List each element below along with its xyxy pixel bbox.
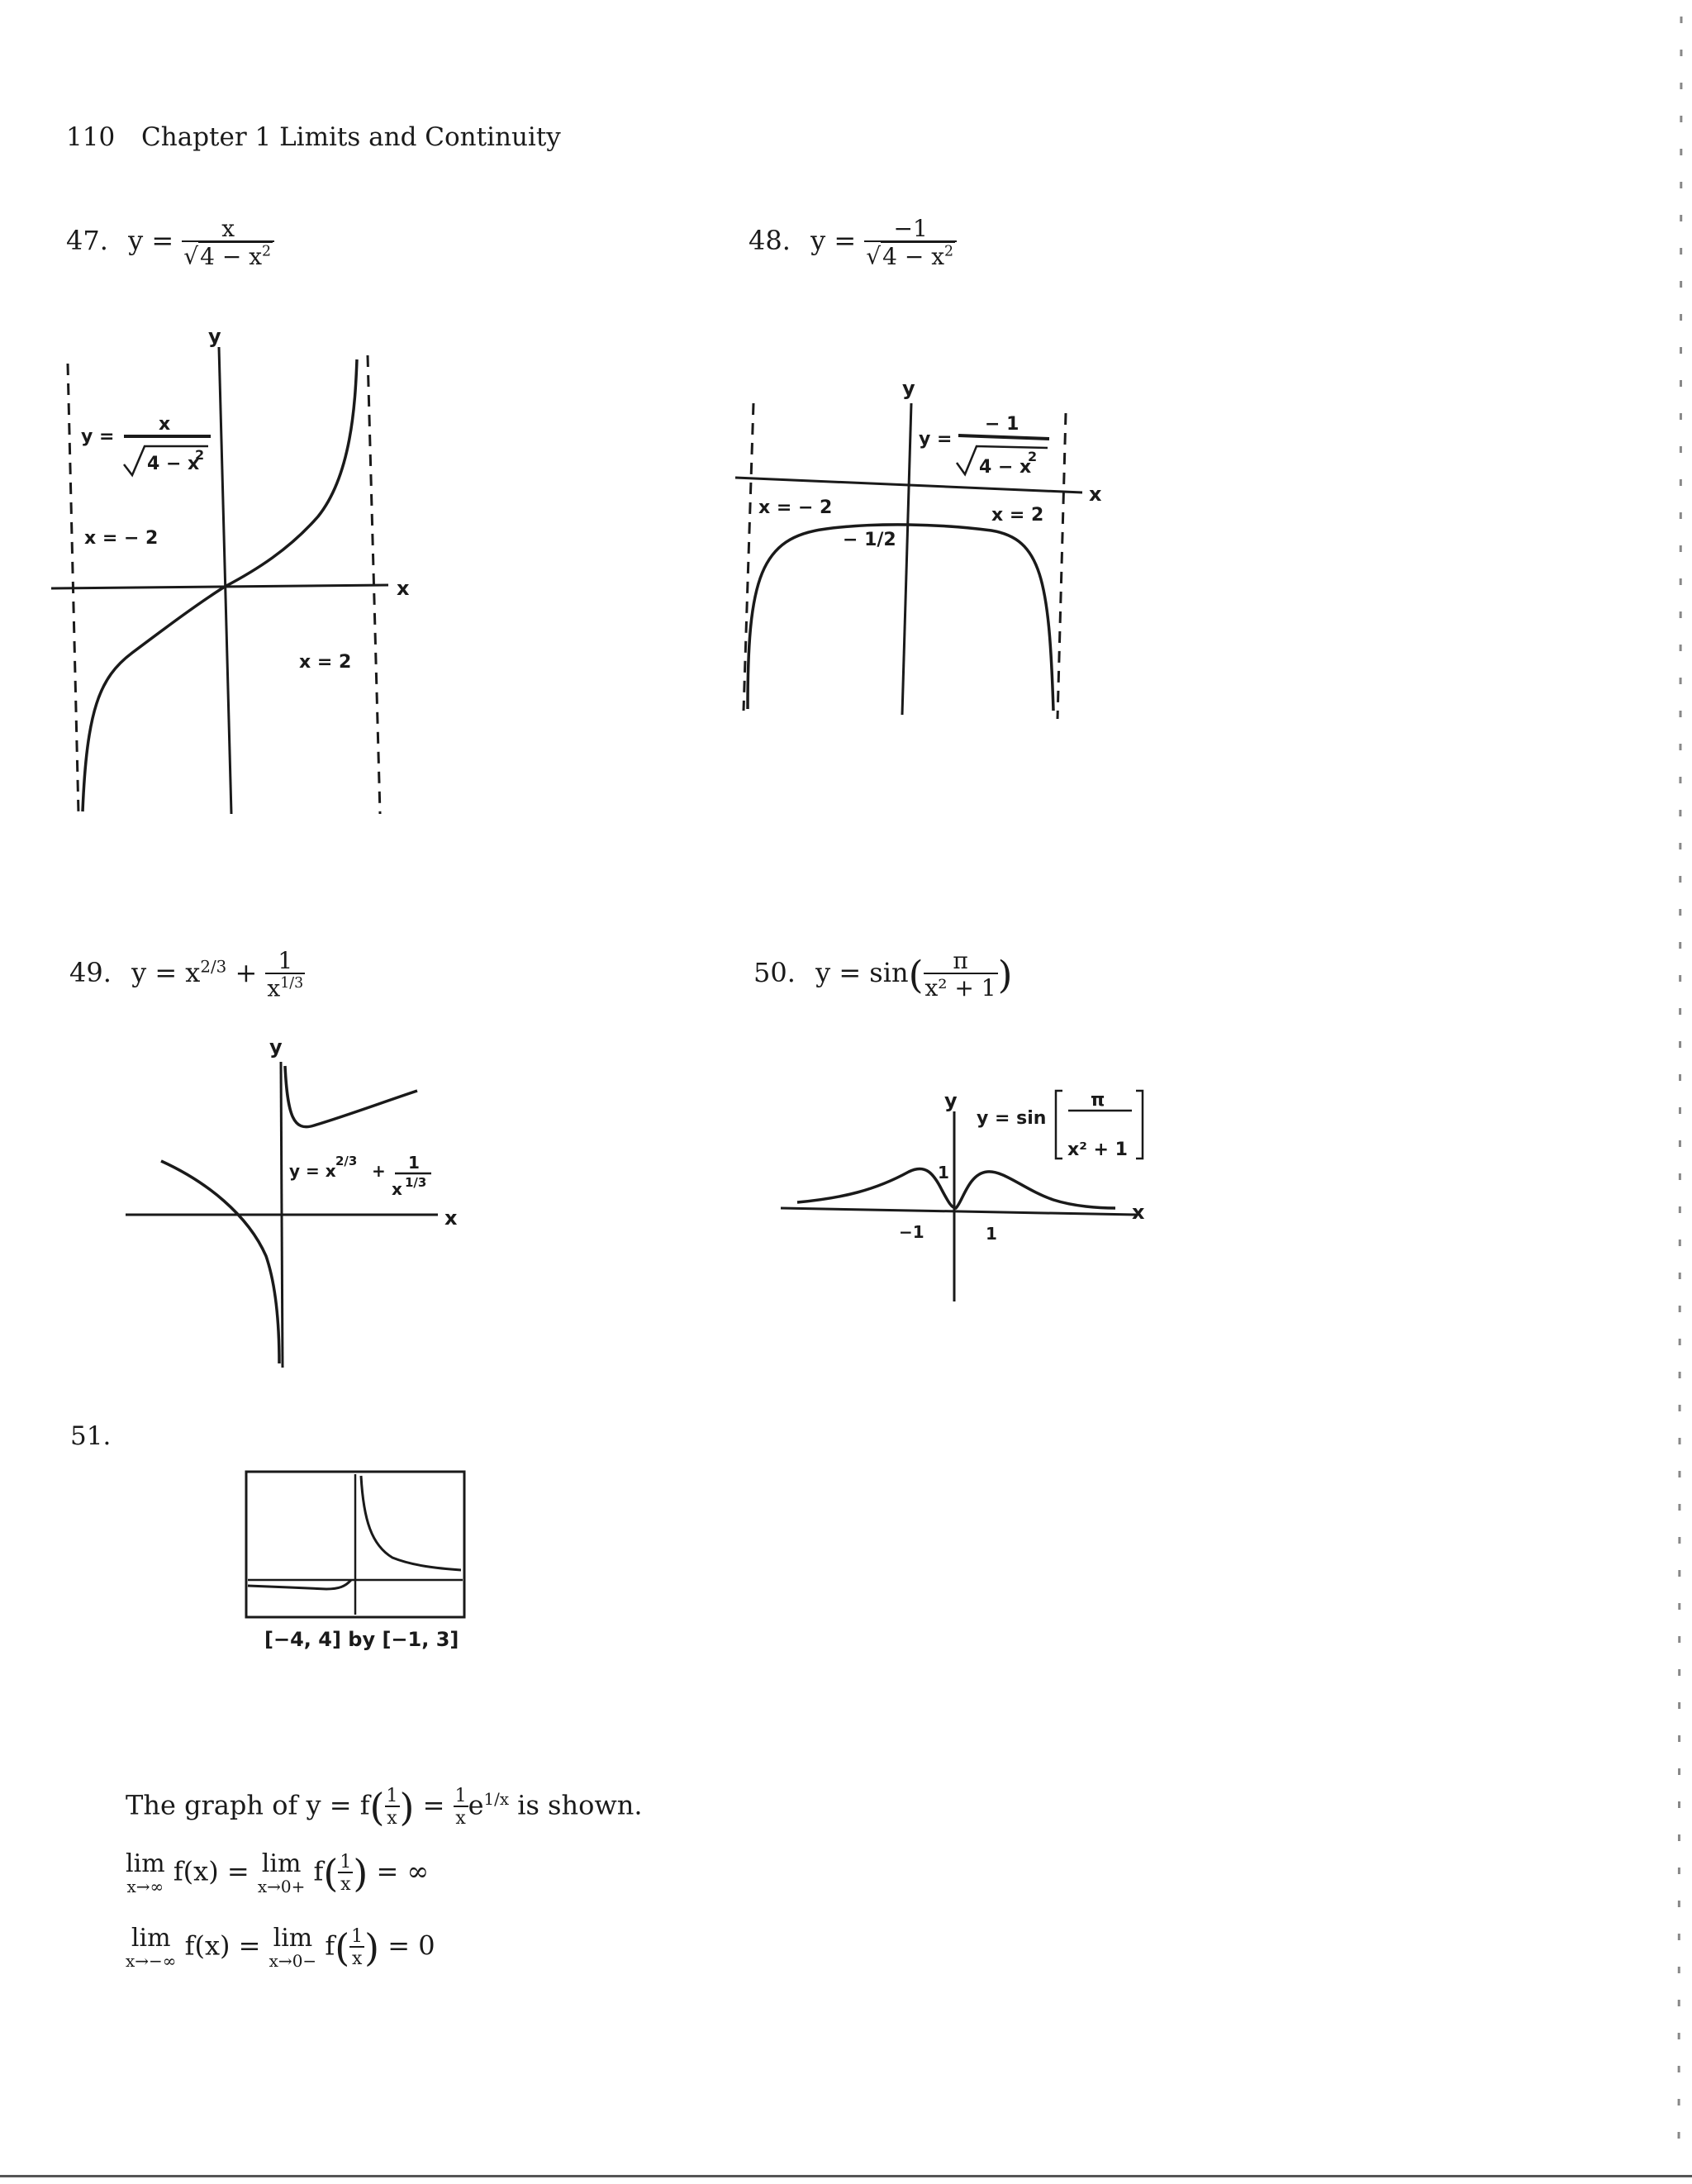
p49-numerator: 1 bbox=[278, 947, 293, 974]
p49-exp: 2/3 bbox=[200, 957, 227, 977]
p51-line1-frac-b-den: x bbox=[454, 1806, 468, 1828]
g48-right-asym-label: x = 2 bbox=[991, 505, 1044, 526]
g47-eq-num: x bbox=[159, 414, 171, 435]
p47-numerator: x bbox=[221, 215, 235, 242]
p47-denominator: $√4 - x^2$ bbox=[182, 240, 274, 269]
p51-line1-paren-close: ) bbox=[399, 1785, 415, 1830]
g49-y-label: y bbox=[269, 1035, 283, 1059]
g48-eq-den: 4 − x bbox=[979, 457, 1032, 478]
p49-lhs: y = x bbox=[131, 957, 201, 989]
g50-eq: y = sin bbox=[977, 1108, 1047, 1129]
p51-line1-exp: 1/x bbox=[483, 1789, 510, 1809]
p51-line3-lim1-word: lim bbox=[131, 1924, 171, 1953]
p51-line2-end: = ∞ bbox=[376, 1855, 430, 1887]
g49-x-label: x bbox=[444, 1206, 458, 1230]
g50-x-label: x bbox=[1132, 1201, 1145, 1224]
p50-paren-right: ) bbox=[997, 952, 1013, 997]
g49-eq: y = x bbox=[289, 1161, 336, 1181]
p51-line3-lim1-sub: x→−∞ bbox=[126, 1951, 177, 1971]
g50-eq-den: x² + 1 bbox=[1067, 1140, 1128, 1160]
g47-eq-den-exp: 2 bbox=[195, 447, 205, 463]
g51-window-caption: [−4, 4] by [−1, 3] bbox=[264, 1628, 459, 1651]
p51-line3-mid: f(x) = bbox=[184, 1929, 261, 1962]
p49-den-exp: 1/3 bbox=[280, 975, 304, 992]
g47-left-asym-label: x = − 2 bbox=[84, 528, 159, 549]
p47-lhs: y = bbox=[128, 225, 174, 257]
g50-y-label: y bbox=[944, 1089, 958, 1112]
g48-left-asym-label: x = − 2 bbox=[758, 497, 833, 518]
problem-47-label: 47. bbox=[66, 225, 108, 257]
p49-den-x: x bbox=[267, 974, 281, 1002]
g49-eq-exp: 2/3 bbox=[335, 1154, 358, 1168]
g47-right-asym-label: x = 2 bbox=[299, 652, 352, 673]
problem-50-label: 50. bbox=[753, 956, 796, 988]
p50-paren-left: ( bbox=[908, 952, 924, 997]
p51-line2-frac-num: 1 bbox=[340, 1851, 352, 1872]
p51-line3-end: = 0 bbox=[387, 1929, 435, 1962]
g50-tick-neg1: −1 bbox=[899, 1222, 924, 1242]
p48-denominator: $√4 - x^2$ bbox=[864, 240, 957, 269]
g49-eq-den-exp: 1/3 bbox=[405, 1175, 427, 1190]
p51-line2-paren-close: ) bbox=[353, 1851, 368, 1896]
p51-line2-paren-open: ( bbox=[323, 1851, 339, 1896]
chapter-title: Chapter 1 Limits and Continuity bbox=[141, 122, 561, 152]
p51-line-2: lim x→∞ f(x) = lim x→0+ f( $\frac{1}{x}$ ) = ∞ bbox=[126, 1849, 430, 1896]
g49-eq-den: x bbox=[392, 1179, 402, 1199]
page-bottom-edge bbox=[0, 2175, 1692, 2177]
p51-line1-frac-a-den: x bbox=[385, 1806, 400, 1828]
g50-tick-pos1: 1 bbox=[986, 1224, 997, 1244]
p51-line1-frac-b-num: 1 bbox=[454, 1785, 467, 1806]
p51-line2-lim1-word: lim bbox=[126, 1849, 165, 1878]
g48-x-label: x bbox=[1089, 483, 1102, 506]
p51-line-3: lim x→−∞ f(x) = lim x→0− f( $\frac{1}{x}$ ) = 0 bbox=[126, 1924, 435, 1971]
p51-line3-frac-den: x bbox=[349, 1946, 364, 1968]
p48-numerator: −1 bbox=[893, 215, 928, 242]
g48-y-label: y bbox=[902, 377, 915, 400]
scan-edge-dashes bbox=[1679, 17, 1681, 2165]
p51-line3-paren-open: ( bbox=[335, 1925, 350, 1970]
p50-denominator: x² + 1 bbox=[924, 974, 996, 1002]
p51-line3-frac-num: 1 bbox=[351, 1925, 364, 1947]
p51-line2-mid: f(x) = bbox=[173, 1855, 250, 1887]
p51-line1-prefix: The graph of y = f bbox=[126, 1789, 370, 1821]
p51-line2-frac-den: x bbox=[338, 1872, 353, 1894]
g49-eq-num: 1 bbox=[408, 1153, 420, 1173]
p51-line3-lim2-word: lim bbox=[273, 1924, 313, 1953]
g48-point-label: − 1/2 bbox=[843, 530, 896, 550]
p51-line1-eq: = bbox=[422, 1789, 445, 1821]
p48-lhs: y = bbox=[810, 225, 857, 257]
p51-line2-lim2-sub: x→0+ bbox=[257, 1877, 306, 1896]
g47-eq-y: y = bbox=[81, 426, 115, 447]
p51-line1-e: e bbox=[468, 1789, 484, 1821]
g49-eq-plus: + bbox=[372, 1161, 386, 1181]
page-number: 110 bbox=[66, 122, 116, 152]
problem-51-label: 51. bbox=[70, 1421, 112, 1451]
p48-den-text: 4 − x bbox=[882, 242, 945, 270]
p51-line1-suffix: is shown. bbox=[517, 1789, 643, 1821]
p51-line2-lim2-word: lim bbox=[261, 1849, 302, 1878]
p50-lhs: y = sin bbox=[815, 956, 909, 988]
p51-line1-paren-open: ( bbox=[369, 1785, 385, 1830]
g48-eq-y: y = bbox=[919, 429, 953, 450]
g47-y-label: y bbox=[208, 325, 221, 348]
problem-49-label: 49. bbox=[69, 957, 112, 989]
g47-eq-den: 4 − x bbox=[147, 454, 200, 474]
g48-eq-den-exp: 2 bbox=[1028, 449, 1038, 464]
g48-eq-num: − 1 bbox=[985, 414, 1019, 435]
problem-48-label: 48. bbox=[749, 225, 791, 257]
p47-den-text: 4 − x bbox=[200, 242, 263, 270]
p49-plus: + bbox=[235, 957, 258, 989]
g47-x-label: x bbox=[397, 577, 410, 600]
p51-line1-frac-a-num: 1 bbox=[386, 1785, 398, 1806]
p51-line3-paren-close: ) bbox=[364, 1925, 380, 1970]
g50-eq-num: π bbox=[1091, 1090, 1105, 1111]
p51-line3-lim2-sub: x→0− bbox=[269, 1951, 317, 1971]
g50-tick-1-y: 1 bbox=[938, 1163, 949, 1182]
p51-line2-lim1-sub: x→∞ bbox=[126, 1877, 164, 1896]
p50-numerator: π bbox=[953, 947, 968, 974]
